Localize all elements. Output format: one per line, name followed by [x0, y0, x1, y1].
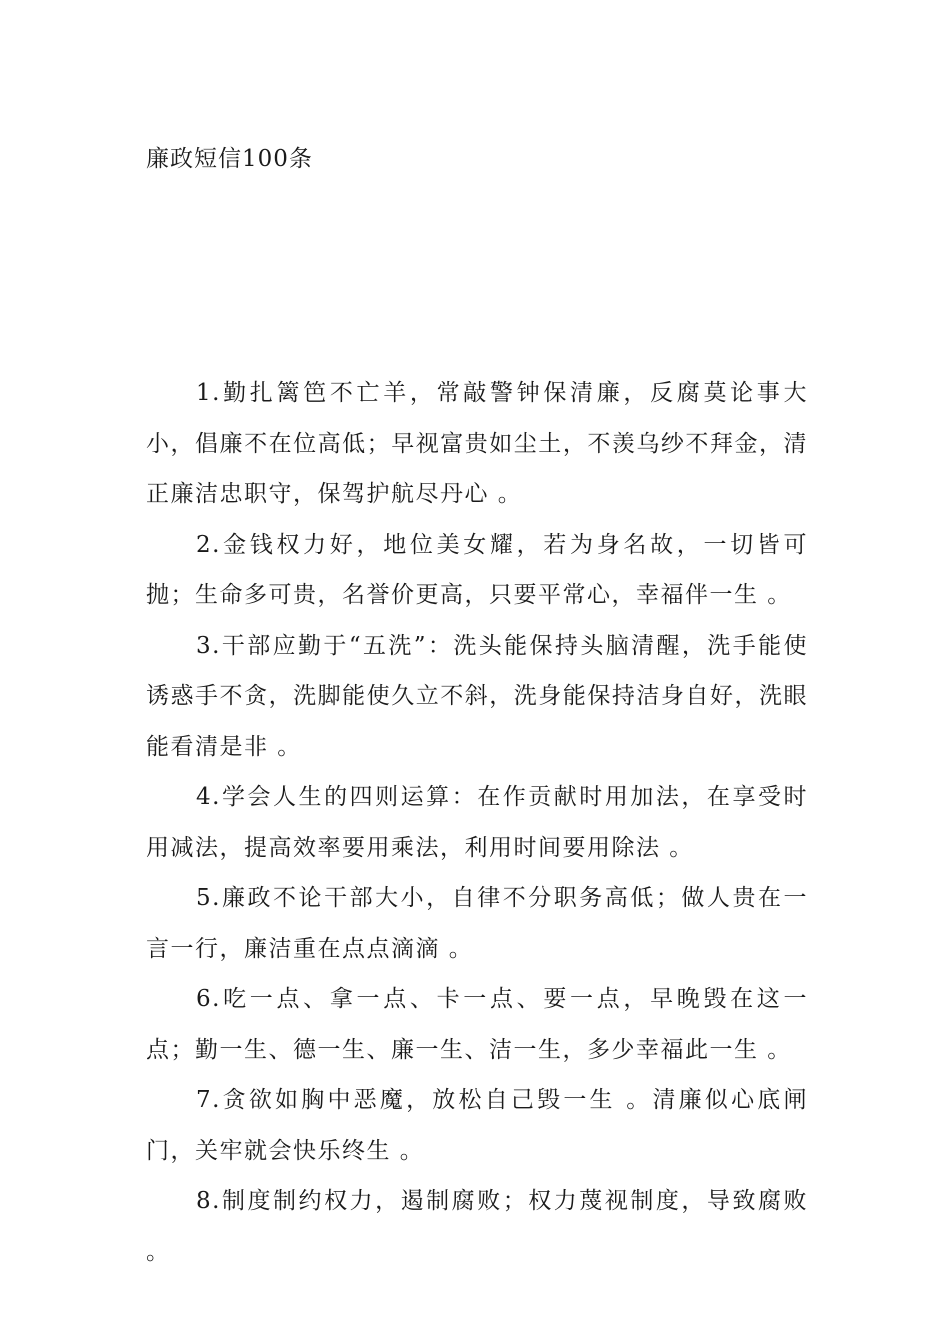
- paragraph-1: 1.勤扎篱笆不亡羊，常敲警钟保清廉，反腐莫论事大小，倡廉不在位高低；早视富贵如尘土，不羡乌纱不拜金，清正廉洁忠职守，保驾护航尽丹心 。: [146, 380, 808, 507]
- paragraph-7: 7.贪欲如胸中恶魔，放松自己毁一生 。清廉似心底闸门，关牢就会快乐终生 。: [146, 1087, 808, 1164]
- paragraph-4: 4.学会人生的四则运算：在作贡献时用加法，在享受时用减法，提高效率要用乘法，利用时间要用除法 。: [146, 784, 808, 861]
- paragraph-2: 2.金钱权力好，地位美女耀，若为身名故，一切皆可抛；生命多可贵，名誉价更高，只要平常心，幸福伴一生 。: [146, 531, 808, 608]
- paragraph-5: 5.廉政不论干部大小，自律不分职务高低；做人贵在一言一行，廉洁重在点点滴滴 。: [146, 885, 808, 962]
- paragraph-8: 8.制度制约权力，遏制腐败；权力蔑视制度，导致腐败 。: [146, 1188, 808, 1265]
- document-body: [146, 368, 808, 1277]
- paragraph-6: 6.吃一点、拿一点、卡一点、要一点，早晚毁在这一点；勤一生、德一生、廉一生、洁一生，多少幸福此一生 。: [146, 986, 808, 1063]
- document-title: 廉政短信100条: [146, 146, 313, 172]
- paragraph-3: 3.干部应勤于“五洗”：洗头能保持头脑清醒，洗手能使诱惑手不贪，洗脚能使久立不斜，洗身能保持洁身自好，洗眼能看清是非 。: [146, 632, 808, 760]
